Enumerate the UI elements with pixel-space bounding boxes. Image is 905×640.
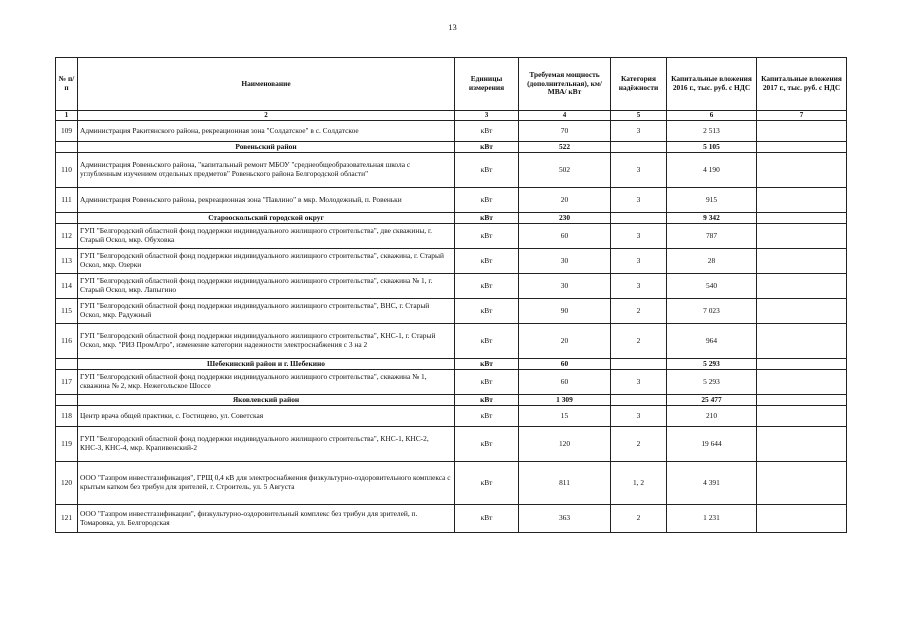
district-investment-2017 <box>757 213 847 224</box>
header-category: Категория надёжности <box>611 58 667 111</box>
column-index-row <box>56 111 847 121</box>
row-unit: кВт <box>455 427 519 462</box>
district-investment-2017 <box>757 142 847 153</box>
row-investment-2017 <box>757 505 847 533</box>
district-power: 522 <box>519 142 611 153</box>
row-investment-2016: 2 513 <box>667 121 757 142</box>
table-row <box>56 370 847 395</box>
table-row <box>56 224 847 249</box>
column-index: 2 <box>78 111 455 121</box>
row-power: 60 <box>519 370 611 395</box>
row-unit: кВт <box>455 324 519 359</box>
row-investment-2016: 787 <box>667 224 757 249</box>
row-name: Администрация Ровеньского района, "капитальный ремонт МБОУ "среднеобщеобразовательная школа с углубленным изучением отдельных предметов" Ровеньского района Белгородской области" <box>78 153 455 188</box>
district-subtotal-row <box>56 213 847 224</box>
district-investment-2017 <box>757 395 847 406</box>
row-name: ГУП "Белгородский областной фонд поддержки индивидуального жилищного строительства", КНС-1, КНС-2, КНС-3, КНС-4, мкр. Крапивенский-2 <box>78 427 455 462</box>
district-unit: кВт <box>455 395 519 406</box>
page-number: 13 <box>448 22 457 32</box>
table-row <box>56 274 847 299</box>
row-power: 502 <box>519 153 611 188</box>
empty-cell <box>56 359 78 370</box>
row-category: 3 <box>611 153 667 188</box>
row-category: 1, 2 <box>611 462 667 505</box>
table-row <box>56 299 847 324</box>
row-number: 114 <box>56 274 78 299</box>
district-power: 1 309 <box>519 395 611 406</box>
row-investment-2017 <box>757 274 847 299</box>
row-name: ГУП "Белгородский областной фонд поддержки индивидуального жилищного строительства", скважина № 1, г. Старый Оскол, мкр. Лапыгино <box>78 274 455 299</box>
district-investment-2016: 9 342 <box>667 213 757 224</box>
row-investment-2017 <box>757 370 847 395</box>
row-number: 110 <box>56 153 78 188</box>
row-number: 112 <box>56 224 78 249</box>
row-number: 113 <box>56 249 78 274</box>
row-power: 30 <box>519 274 611 299</box>
row-investment-2016: 7 023 <box>667 299 757 324</box>
row-investment-2016: 5 293 <box>667 370 757 395</box>
header-power: Требуемая мощность (дополнительная), км/ МВА/ кВт <box>519 58 611 111</box>
row-category: 2 <box>611 299 667 324</box>
row-power: 30 <box>519 249 611 274</box>
empty-cell <box>56 213 78 224</box>
row-category: 3 <box>611 406 667 427</box>
row-investment-2017 <box>757 153 847 188</box>
district-power: 60 <box>519 359 611 370</box>
row-category: 3 <box>611 224 667 249</box>
row-investment-2016: 210 <box>667 406 757 427</box>
district-investment-2017 <box>757 359 847 370</box>
row-investment-2017 <box>757 324 847 359</box>
row-investment-2016: 4 190 <box>667 153 757 188</box>
row-unit: кВт <box>455 370 519 395</box>
column-index: 6 <box>667 111 757 121</box>
row-category: 3 <box>611 370 667 395</box>
table-row <box>56 153 847 188</box>
row-name: ГУП "Белгородский областной фонд поддержки индивидуального жилищного строительства", две скважины, г. Старый Оскол, мкр. Обуховка <box>78 224 455 249</box>
district-name: Ровеньский район <box>78 142 455 153</box>
row-investment-2017 <box>757 224 847 249</box>
row-name: Центр врача общей практики, с. Гостищево, ул. Советская <box>78 406 455 427</box>
district-category <box>611 395 667 406</box>
district-name: Старооскольский городской округ <box>78 213 455 224</box>
table-row <box>56 249 847 274</box>
row-power: 90 <box>519 299 611 324</box>
column-index: 3 <box>455 111 519 121</box>
district-investment-2016: 25 477 <box>667 395 757 406</box>
row-number: 120 <box>56 462 78 505</box>
district-category <box>611 142 667 153</box>
row-investment-2016: 19 644 <box>667 427 757 462</box>
row-name: ГУП "Белгородский областной фонд поддержки индивидуального жилищного строительства", ВНС, г. Старый Оскол, мкр. Радужный <box>78 299 455 324</box>
district-unit: кВт <box>455 359 519 370</box>
table-row <box>56 188 847 213</box>
row-name: ГУП "Белгородский областной фонд поддержки индивидуального жилищного строительства", КНС-1, г. Старый Оскол, мкр. "РИЗ ПромАгро", изменение категории надежности электроснабжения с 3 на 2 <box>78 324 455 359</box>
capital-investment-table <box>55 57 847 533</box>
row-investment-2016: 1 231 <box>667 505 757 533</box>
row-unit: кВт <box>455 299 519 324</box>
row-unit: кВт <box>455 505 519 533</box>
district-unit: кВт <box>455 213 519 224</box>
row-number: 118 <box>56 406 78 427</box>
empty-cell <box>56 395 78 406</box>
header-number: № п/п <box>56 58 78 111</box>
row-number: 109 <box>56 121 78 142</box>
row-investment-2017 <box>757 121 847 142</box>
row-category: 3 <box>611 121 667 142</box>
row-investment-2016: 4 391 <box>667 462 757 505</box>
row-unit: кВт <box>455 121 519 142</box>
row-name: Администрация Ровеньского района, рекреационная зона "Павлино" в мкр. Молодежный, п. Ровеньки <box>78 188 455 213</box>
header-row <box>56 58 847 111</box>
row-unit: кВт <box>455 462 519 505</box>
district-category <box>611 213 667 224</box>
row-investment-2016: 915 <box>667 188 757 213</box>
row-unit: кВт <box>455 274 519 299</box>
header-unit: Единицы измерения <box>455 58 519 111</box>
row-category: 3 <box>611 249 667 274</box>
row-name: ГУП "Белгородский областной фонд поддержки индивидуального жилищного строительства", скважина № 1, скважина № 2, мкр. Нежегольское Шоссе <box>78 370 455 395</box>
column-index: 4 <box>519 111 611 121</box>
district-name: Шебекинский район и г. Шебекино <box>78 359 455 370</box>
row-power: 811 <box>519 462 611 505</box>
district-investment-2016: 5 293 <box>667 359 757 370</box>
header-name: Наименование <box>78 58 455 111</box>
empty-cell <box>56 142 78 153</box>
row-investment-2017 <box>757 299 847 324</box>
table-row <box>56 427 847 462</box>
row-unit: кВт <box>455 188 519 213</box>
row-investment-2017 <box>757 249 847 274</box>
row-power: 20 <box>519 324 611 359</box>
row-unit: кВт <box>455 249 519 274</box>
row-investment-2017 <box>757 406 847 427</box>
row-investment-2017 <box>757 188 847 213</box>
row-number: 119 <box>56 427 78 462</box>
row-number: 115 <box>56 299 78 324</box>
row-unit: кВт <box>455 224 519 249</box>
row-investment-2016: 540 <box>667 274 757 299</box>
row-power: 363 <box>519 505 611 533</box>
row-unit: кВт <box>455 406 519 427</box>
header-investment-2016: Капитальные вложения 2016 г., тыс. руб. с НДС <box>667 58 757 111</box>
table-row <box>56 505 847 533</box>
row-power: 120 <box>519 427 611 462</box>
district-name: Яковлевский район <box>78 395 455 406</box>
row-unit: кВт <box>455 153 519 188</box>
column-index: 1 <box>56 111 78 121</box>
table-row <box>56 462 847 505</box>
district-category <box>611 359 667 370</box>
row-category: 2 <box>611 324 667 359</box>
row-investment-2016: 964 <box>667 324 757 359</box>
row-number: 117 <box>56 370 78 395</box>
district-power: 230 <box>519 213 611 224</box>
row-name: Администрация Ракитянского района, рекреационная зона "Солдатское" в с. Солдатское <box>78 121 455 142</box>
row-category: 2 <box>611 427 667 462</box>
column-index: 7 <box>757 111 847 121</box>
row-power: 60 <box>519 224 611 249</box>
row-name: ООО "Газпром инвестгазификации", физкультурно-оздоровительный комплекс без трибун для зрителей, п. Томаровка, ул. Белгородская <box>78 505 455 533</box>
header-investment-2017: Капитальные вложения 2017 г., тыс. руб. с НДС <box>757 58 847 111</box>
row-category: 2 <box>611 505 667 533</box>
district-subtotal-row <box>56 359 847 370</box>
row-number: 111 <box>56 188 78 213</box>
row-power: 15 <box>519 406 611 427</box>
row-name: ООО "Газпром инвестгазификация", ГРЩ 0,4 кВ для электроснабжения физкультурно-оздоровительного комплекса с крытым катком без трибун для зрителей, г. Строитель, ул. 5 Августа <box>78 462 455 505</box>
row-investment-2017 <box>757 427 847 462</box>
table-row <box>56 406 847 427</box>
row-power: 20 <box>519 188 611 213</box>
row-category: 3 <box>611 188 667 213</box>
table-row <box>56 324 847 359</box>
row-name: ГУП "Белгородский областной фонд поддержки индивидуального жилищного строительства", скважина, г. Старый Оскол, мкр. Озерки <box>78 249 455 274</box>
table-row <box>56 121 847 142</box>
row-investment-2017 <box>757 462 847 505</box>
row-power: 70 <box>519 121 611 142</box>
row-number: 116 <box>56 324 78 359</box>
district-subtotal-row <box>56 395 847 406</box>
row-number: 121 <box>56 505 78 533</box>
row-category: 3 <box>611 274 667 299</box>
district-investment-2016: 5 105 <box>667 142 757 153</box>
row-investment-2016: 28 <box>667 249 757 274</box>
district-unit: кВт <box>455 142 519 153</box>
district-subtotal-row <box>56 142 847 153</box>
column-index: 5 <box>611 111 667 121</box>
